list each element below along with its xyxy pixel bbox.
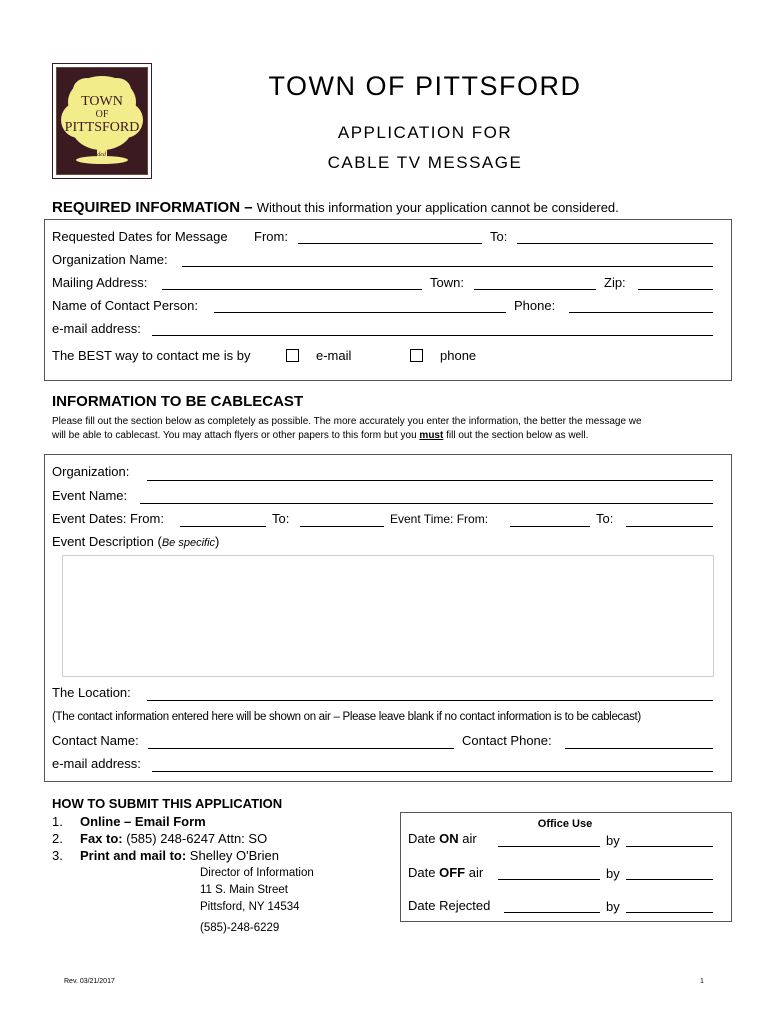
event-name-field[interactable] [140, 503, 713, 504]
revision-date: Rev. 03/21/2017 [64, 978, 115, 985]
event-name-label: Event Name: [52, 488, 128, 503]
instructions-2a: will be able to cablecast. You may attach flyers or other papers to this form but you [52, 430, 417, 441]
on-air-note: (The contact information entered here will be shown on air – Please leave blank if no contact information is to be cablecast) [52, 711, 641, 723]
logo-founded: Founded 1789 [84, 152, 120, 158]
page-subtitle-2: CABLE TV MESSAGE [327, 153, 523, 172]
on-air-by-label: by [606, 833, 620, 848]
fax-number: (585) 248-6247 Attn: SO [126, 831, 268, 846]
organization-name-label: Organization Name: [52, 252, 168, 267]
event-time-to-label: To: [596, 511, 614, 526]
best-contact-label: The BEST way to contact me is by [52, 348, 251, 363]
date-off-text: Date [408, 865, 436, 880]
submit-item-2-number: 2. [52, 831, 63, 846]
instructions-must: must [419, 430, 444, 441]
mail-recipient: Shelley O'Brien [189, 848, 279, 863]
required-heading-rest: Without this information your application cannot be considered. [256, 200, 619, 215]
cablecast-organization-label: Organization: [52, 464, 130, 479]
contact-name-label: Contact Name: [52, 733, 139, 748]
page-subtitle-1: APPLICATION FOR [337, 123, 513, 142]
cablecast-email-label: e-mail address: [52, 756, 141, 771]
town-field[interactable] [474, 289, 596, 290]
cablecast-heading: INFORMATION TO BE CABLECAST [52, 393, 304, 410]
logo-text-pittsford: PITTSFORD [64, 120, 140, 135]
date-off-air-label [408, 865, 483, 881]
date-on-air-field[interactable] [498, 846, 600, 847]
phone-checkbox[interactable] [410, 349, 423, 362]
submit-item-3 [80, 848, 279, 864]
required-heading-bold: REQUIRED INFORMATION – [52, 199, 253, 216]
event-dates-from-field[interactable] [180, 526, 266, 527]
address-line-3: Pittsford, NY 14534 [200, 901, 300, 913]
zip-field[interactable] [638, 289, 713, 290]
event-description-textarea[interactable] [62, 555, 714, 677]
fax-label: Fax to: [80, 831, 123, 846]
phone-option-label: phone [440, 348, 477, 363]
contact-person-label: Name of Contact Person: [52, 298, 198, 313]
event-description-label [52, 534, 219, 551]
zip-label: Zip: [604, 275, 626, 290]
page-title: TOWN OF PITTSFORD [268, 71, 582, 101]
email-option-label: e-mail [316, 348, 352, 363]
address-line-2: 11 S. Main Street [200, 884, 288, 896]
logo-text-town: TOWN [81, 94, 123, 109]
be-specific-text: Be specific [161, 537, 216, 549]
on-text: ON [439, 831, 459, 846]
on-air-text: air [462, 831, 477, 846]
mailing-address-field[interactable] [162, 289, 422, 290]
requested-dates-label: Requested Dates for Message [52, 229, 228, 244]
requested-from-field[interactable] [298, 243, 482, 244]
instructions-2b: fill out the section below as well. [446, 430, 589, 441]
town-label: Town: [430, 275, 464, 290]
submit-item-1-number: 1. [52, 814, 63, 829]
event-desc-text: Event Description ( [52, 534, 162, 549]
event-time-from-label: Event Time: From: [390, 512, 489, 526]
event-dates-to-label: To: [272, 511, 290, 526]
town-logo [52, 63, 152, 179]
rejected-by-label: by [606, 899, 620, 914]
contact-person-field[interactable] [214, 312, 506, 313]
on-air-by-field[interactable] [626, 846, 713, 847]
event-desc-close: ) [215, 534, 220, 549]
rejected-by-field[interactable] [626, 912, 713, 913]
date-on-text: Date [408, 831, 436, 846]
requested-from-label: From: [254, 229, 288, 244]
office-use-title: Office Use [537, 818, 593, 830]
event-dates-to-field[interactable] [300, 526, 384, 527]
submit-item-3-number: 3. [52, 848, 63, 863]
mailing-address-label: Mailing Address: [52, 275, 148, 290]
email-address-label: e-mail address: [52, 321, 141, 336]
off-air-text: air [468, 865, 484, 880]
cablecast-organization-field[interactable] [147, 480, 713, 481]
address-phone: (585)-248-6229 [200, 922, 280, 934]
submit-heading: HOW TO SUBMIT THIS APPLICATION [52, 796, 283, 811]
location-label: The Location: [52, 685, 131, 700]
contact-phone-label: Contact Phone: [462, 733, 552, 748]
address-line-1: Director of Information [200, 867, 314, 879]
cablecast-email-field[interactable] [152, 771, 713, 772]
required-heading [52, 199, 619, 216]
submit-item-1[interactable]: Online – Email Form [80, 814, 206, 829]
cablecast-instructions-1: Please fill out the section below as completely as possible. The more accurately you enter the information, the better the message we [52, 416, 642, 427]
requested-to-field[interactable] [517, 243, 713, 244]
contact-phone-field[interactable] [565, 748, 713, 749]
phone-label: Phone: [514, 298, 556, 313]
submit-item-2 [80, 831, 267, 847]
logo-text-of: OF [95, 109, 109, 120]
event-time-from-field[interactable] [510, 526, 590, 527]
email-checkbox[interactable] [286, 349, 299, 362]
date-off-air-field[interactable] [498, 879, 600, 880]
date-rejected-label: Date Rejected [408, 898, 491, 913]
date-on-air-label [408, 831, 477, 847]
requested-to-label: To: [490, 229, 508, 244]
phone-field[interactable] [569, 312, 713, 313]
email-address-field[interactable] [152, 335, 713, 336]
date-rejected-field[interactable] [504, 912, 600, 913]
mail-label: Print and mail to: [80, 848, 187, 863]
event-time-to-field[interactable] [626, 526, 713, 527]
off-air-by-label: by [606, 866, 620, 881]
off-text: OFF [439, 865, 466, 880]
event-dates-from-label: Event Dates: From: [52, 511, 164, 526]
contact-name-field[interactable] [148, 748, 454, 749]
organization-name-field[interactable] [182, 266, 713, 267]
cablecast-instructions-2 [52, 430, 588, 441]
page-number: 1 [700, 978, 704, 985]
off-air-by-field[interactable] [626, 879, 713, 880]
location-field[interactable] [147, 700, 713, 701]
